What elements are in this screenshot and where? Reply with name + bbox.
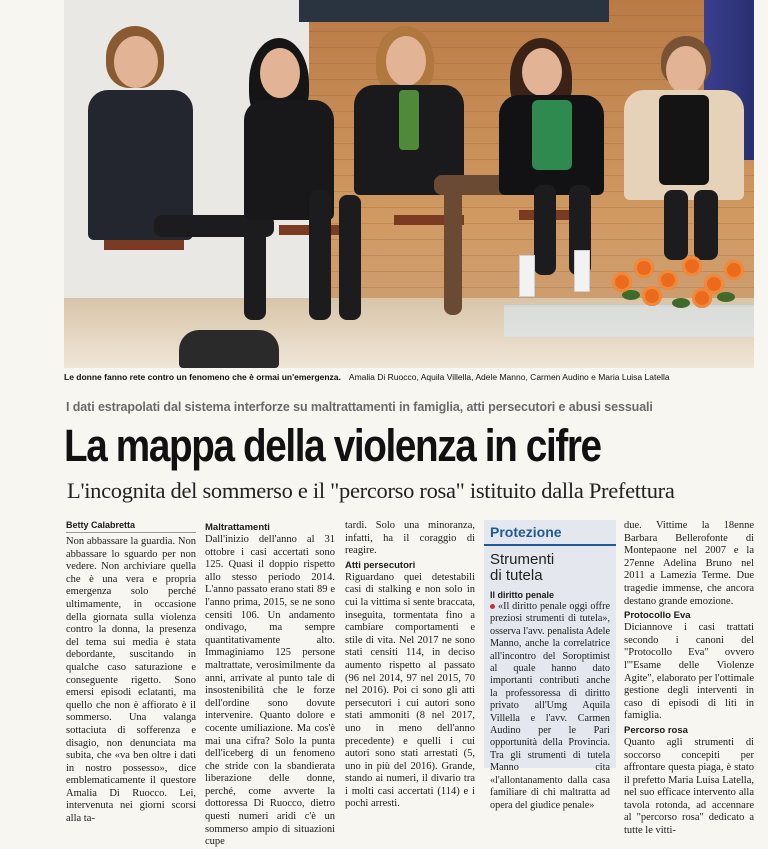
speaker-box xyxy=(179,330,279,368)
column-5-intro: due. Vittime la 18enne Barbara Bellerofonte di Montepaone nel 2007 e la 27enne Adelina Bruno nel 2011 a Lamezia Terme. Due tragedie immense, che ancora destano grande emozione. xyxy=(624,520,754,607)
chair xyxy=(104,240,184,250)
box-section: Il diritto penale xyxy=(490,590,555,600)
cup xyxy=(519,255,535,297)
box-title xyxy=(484,546,616,584)
caption-names: Amalia Di Ruocco, Aquila Villella, Adele Manno, Carmen Audino e Maria Luisa Latella xyxy=(348,372,670,382)
box-tag: Protezione xyxy=(484,520,616,546)
article-headline: La mappa della violenza in cifre xyxy=(64,420,601,471)
dark-banner xyxy=(299,0,609,22)
bullet-icon xyxy=(490,604,495,609)
caption-text: Le donne fanno rete contro un fenomeno che è ormai un'emergenza. xyxy=(64,372,341,382)
column-2-text: Dall'inizio dell'anno al 31 ottobre i casi accertati sono 125. Quasi il doppio rispetto allo stesso periodo 2014. L'anno passato erano stati 89 e l'anno prima, 2015, se ne sono censiti 106. Un andamento ondivago, ma sempre quantitativamente alto. Immaginiamo 125 persone maltrattate, verosimilmente da anni, arrivate al punto tale di insostenibilità che le forze dell'ordine sono dovute intervenire. Quanto dolore e cocente umiliazione. Ma cos'è mai una cifra? Solo la punta dell'iceberg di un fenomeno che stride con la sbandierata liberazione delle donne, perché, come avverte la dottoressa Di Ruocco, dietro questi numeri aridi c'è un sommerso ampio di situazioni cupe xyxy=(205,534,335,848)
event-photo xyxy=(64,0,754,368)
column-5 xyxy=(624,520,754,838)
section-maltrattamenti: Maltrattamenti xyxy=(205,522,270,533)
column-3 xyxy=(345,520,475,811)
photo-caption xyxy=(64,372,754,382)
column-2 xyxy=(205,520,335,849)
section-atti-persecutori: Atti persecutori xyxy=(345,559,416,571)
article-subhead: L'incognita del sommerso e il "percorso rosa" istituito dalla Prefettura xyxy=(67,478,675,503)
cup xyxy=(574,250,590,292)
box-body xyxy=(484,601,616,812)
section-percorso-rosa: Percorso rosa xyxy=(624,724,688,736)
flower-arrangement xyxy=(612,248,752,318)
sidebar-box xyxy=(484,520,616,811)
column-1-text: Non abbassare la guardia. Non abbassare lo sguardo per non vedere. Non archiviare quella che è una vera e propria emergenza solo perché ultimamente, in occasione della giornata sulla violenza contro la donna, la presenza del tema sui media è stata debordante, suscitando in qualche caso saturazione e conseguente rigetto. Sono emersi episodi eclatanti, ma quello che non è affiorato è il sommerso. Una valanga sottaciuta di sofferenza e disagio, non denunciata ma subita, che «va ben oltre i dati in nostro possesso», dice emblematicamente il questore Amalia Di Ruocco. Lei, intervenuta nei giorni scorsi alla ta- xyxy=(66,536,196,825)
column-5-text: Diciannove i casi trattati secondo i canoni del "Protocollo Eva" ovvero l'"Esame delle Violenze Agite", elaborato per l'ottimale gestione degli interventi in caso di episodi di liti in famiglia. xyxy=(624,622,754,722)
article-kicker: I dati estrapolati dal sistema interforze su maltrattamenti in famiglia, atti persecutori e abusi sessuali xyxy=(66,400,653,414)
column-3-text: Riguardano quei detestabili casi di stalking e non solo in cui la vittima si sente braccata, inseguita, tormentata fino a cambiare comportamenti e stile di vita. Nel 2017 ne sono stati censiti 114, in deciso aumento rispetto al passato (96 nel 2014, 97 nel 2015, 70 nel 2016). Poi ci sono gli atti persecutori i cui autori sono stati ammoniti (8 nel 2017, uno in meno dell'anno precedente) e quelli i cui autori sono stati arrestati (5, uno in più del 2016). Grande, stando ai numeri, il divario tra i molti casi accertati (114) e i pochi arresti. xyxy=(345,571,475,810)
column-1 xyxy=(66,520,196,826)
section-protocollo-eva: Protocollo Eva xyxy=(624,610,691,622)
column-5-text-b: Quanto agli strumenti di soccorso concepiti per affrontare questa piaga, è stato il prefetto Maria Luisa Latella, nel suo efficace intervento alla tavola rotonda, ad accennare al "percorso rosa" dedicato a tutte le vitti- xyxy=(624,736,754,837)
box-title-line2: di tutela xyxy=(490,567,543,584)
box-body-text: «Il diritto penale oggi offre preziosi strumenti di tutela», osserva l'avv. penalista Adele Manno, anche la correlatrice all'incontro del Soroptimist al quale hanno dato importanti contributi anche la professoressa di diritto privato all'Umg Aquila Villella e l'avv. Carmen Audino per le Pari opportunità della Provincia. Tra gli strumenti di tutela Manno cita «l'allontanamento dalla casa familiare di chi maltratta ad opera del giudice penale» xyxy=(490,601,610,811)
author-byline: Betty Calabretta xyxy=(66,520,196,533)
column-3-intro: tardi. Solo una minoranza, infatti, ha il coraggio di reagire. xyxy=(345,520,475,557)
box-title-line1: Strumenti xyxy=(490,551,555,568)
